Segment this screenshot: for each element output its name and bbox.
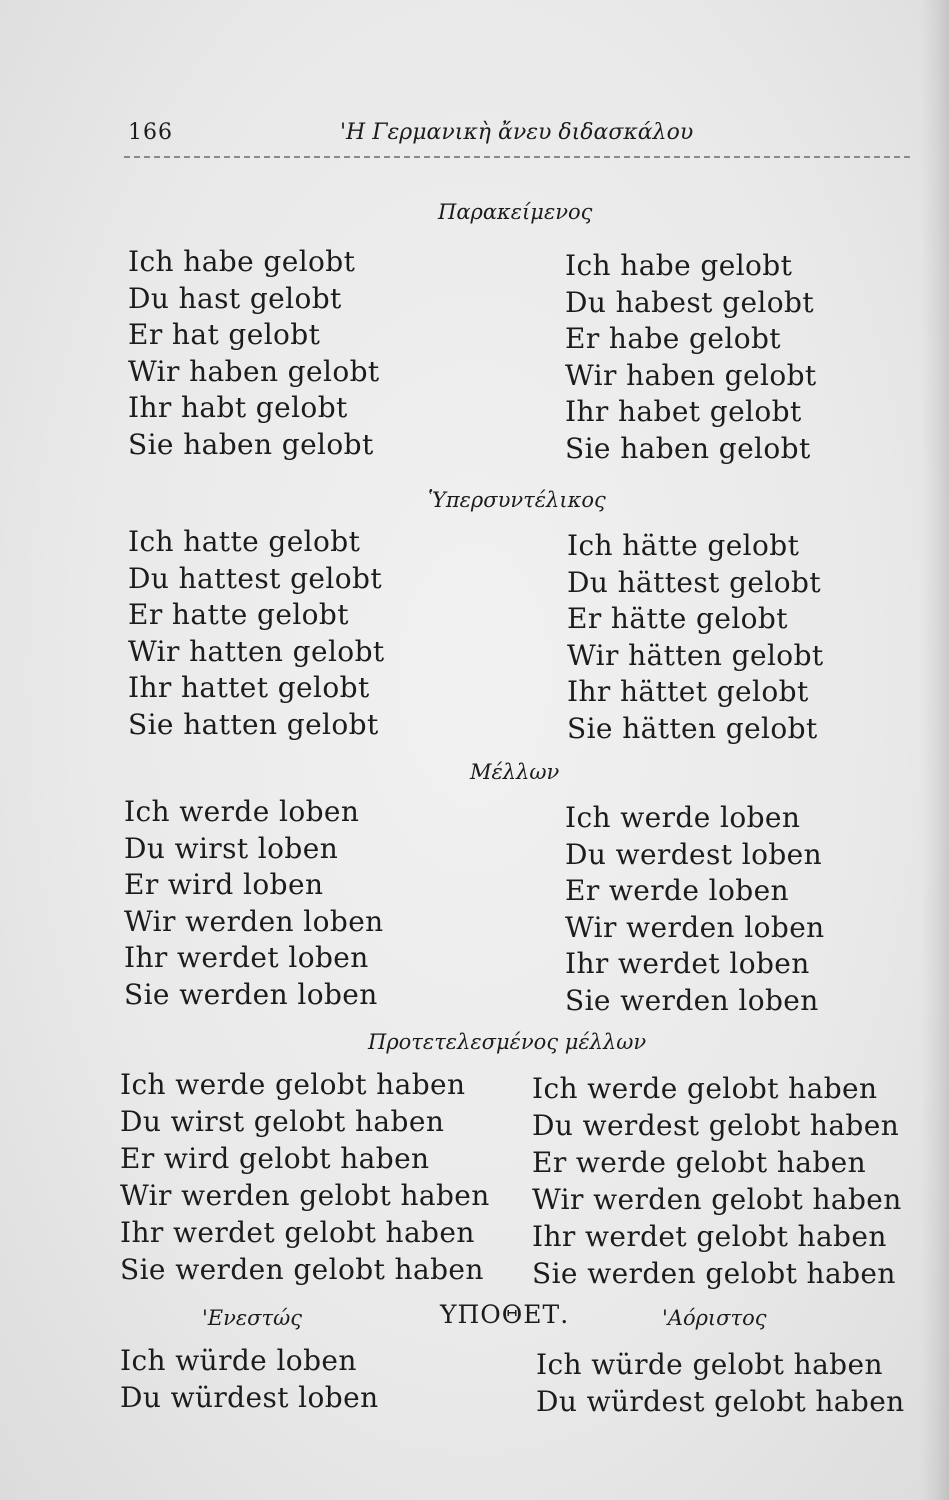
conjugation-line: Ihr habet gelobt [565,395,802,428]
section-heading-conditional: ΥΠΟΘΕΤ. [440,1300,570,1329]
conjugation-line: Ihr werdet loben [124,941,369,974]
conjugation-line: Sie hätten gelobt [567,711,818,745]
page-number: 166 [128,120,173,145]
perfect-subjunctive-column [565,248,817,467]
conjugation-line: Du würdest loben [120,1381,379,1414]
future-subjunctive-column [565,800,825,1019]
conjugation-line: Sie haben gelobt [565,431,811,465]
conjugation-line: Ihr werdet gelobt haben [532,1220,887,1253]
conjugation-line: Sie werden gelobt haben [120,1253,484,1286]
page-shadow-edge [921,0,949,1500]
conjugation-line: Ich würde gelobt haben [536,1348,883,1381]
conjugation-line: Ihr hattet gelobt [128,671,370,704]
page-header [0,120,949,160]
conjugation-line: Du werdest loben [565,837,823,871]
perfect-indicative-column [128,244,380,463]
pluperfect-indicative-column [128,524,385,743]
conjugation-line: Du wirst gelobt haben [120,1105,445,1138]
conjugation-line: Du werdest gelobt haben [532,1109,900,1142]
conjugation-line: Wir werden gelobt haben [120,1179,490,1212]
conjugation-line: Ich habe gelobt [565,249,793,282]
subheading-present: 'Ενεστώς [202,1306,302,1330]
conjugation-line: Ihr habt gelobt [128,391,348,424]
conjugation-line: Er werde loben [565,874,789,907]
conjugation-line: Sie werden loben [124,977,378,1011]
section-heading-perfect: Παρακείμενος [438,200,593,224]
section-heading-future: Μέλλων [470,760,560,784]
conjugation-line: Sie werden gelobt haben [532,1257,896,1290]
conjugation-line: Er wird loben [124,868,324,901]
conjugation-line: Du hättest gelobt [567,565,821,599]
conjugation-line: Wir werden loben [124,904,384,938]
header-divider [124,156,910,158]
conjugation-line: Ich werde loben [124,795,360,828]
conjugation-line: Ich werde loben [565,801,801,834]
future-perfect-subjunctive-column [532,1070,902,1292]
pluperfect-subjunctive-column [567,528,824,747]
conjugation-line: Er hatte gelobt [128,598,349,631]
conditional-present-column [120,1342,379,1416]
subheading-aorist: 'Αόριστος [662,1306,767,1330]
conjugation-line: Wir hätten gelobt [567,638,824,672]
conjugation-line: Du hattest gelobt [128,561,382,595]
conjugation-line: Du würdest gelobt haben [536,1385,905,1418]
section-heading-future-perfect: Προτετελεσμένος μέλλων [368,1030,647,1054]
conjugation-line: Sie haben gelobt [128,427,374,461]
conjugation-line: Du habest gelobt [565,285,815,319]
conjugation-line: Ich werde gelobt haben [120,1068,466,1101]
conjugation-line: Wir werden loben [565,910,825,944]
conjugation-line: Wir hatten gelobt [128,634,385,668]
future-indicative-column [124,794,384,1013]
conjugation-line: Er wird gelobt haben [120,1142,430,1175]
conjugation-line: Du wirst loben [124,831,339,865]
conjugation-line: Wir haben gelobt [128,354,380,388]
conjugation-line: Er hat gelobt [128,318,321,351]
conjugation-line: Ich hätte gelobt [567,529,800,562]
conjugation-line: Er hätte gelobt [567,602,788,635]
conjugation-line: Ihr hättet gelobt [567,675,809,708]
conjugation-line: Ich würde loben [120,1344,357,1377]
conjugation-line: Ich hatte gelobt [128,525,361,558]
conjugation-line: Wir haben gelobt [565,358,817,392]
conjugation-line: Ihr werdet gelobt haben [120,1216,475,1249]
conjugation-line: Er habe gelobt [565,322,781,355]
conjugation-line: Du hast gelobt [128,281,342,315]
conjugation-line: Er werde gelobt haben [532,1146,867,1179]
conjugation-line: Sie werden loben [565,983,819,1017]
running-title: 'Η Γερμανικὴ ἄνευ διδασκάλου [340,120,694,145]
conjugation-line: Ich werde gelobt haben [532,1072,878,1105]
conjugation-line: Ich habe gelobt [128,245,356,278]
section-heading-pluperfect: Ὑπερσυντέλικος [428,488,606,512]
conjugation-line: Wir werden gelobt haben [532,1183,902,1216]
conjugation-line: Ihr werdet loben [565,947,810,980]
conditional-aorist-column [536,1346,905,1420]
future-perfect-indicative-column [120,1066,490,1288]
conjugation-line: Sie hatten gelobt [128,707,379,741]
